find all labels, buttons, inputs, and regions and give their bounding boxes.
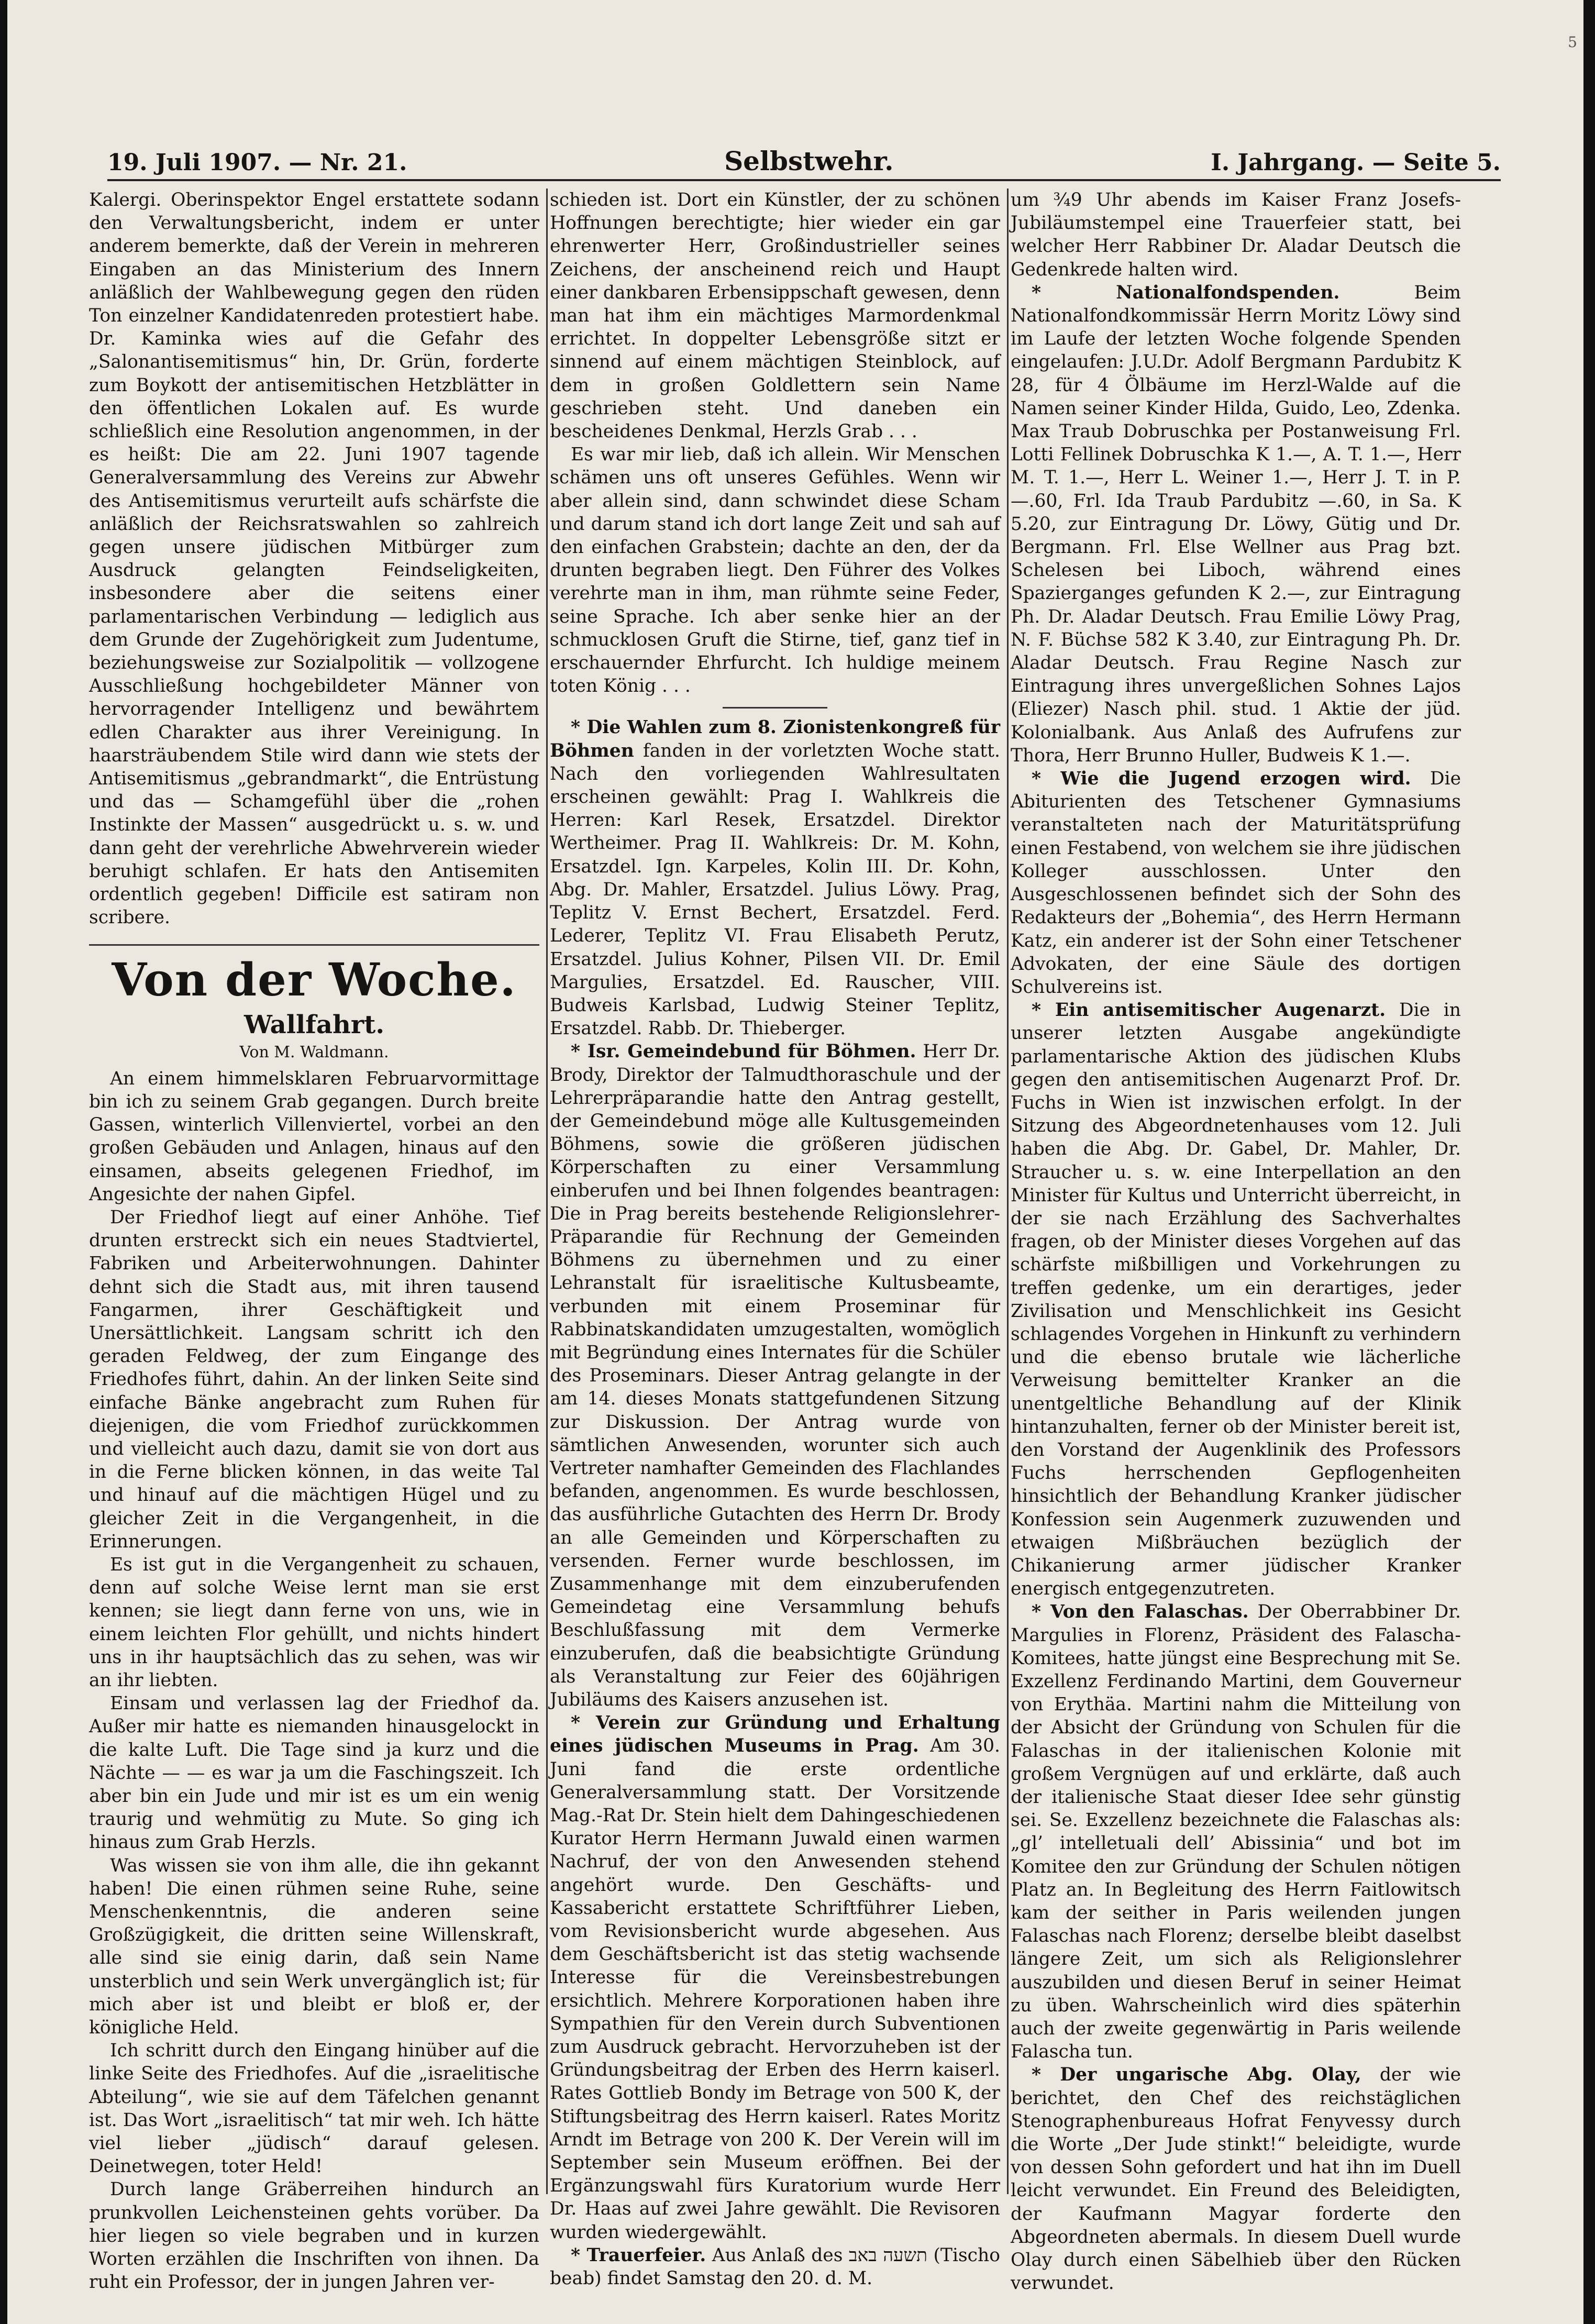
paragraph: Einsam und verlassen lag der Friedhof da. Außer mir hatte es niemanden hinausgelockt in die kalte Luft. Die Tage sind ja kurz und die Nächte — — es war ja um die Faschingszeit. Ich aber bin ein Jude und mir ist es um ein wenig traurig und wehmütig zu Mute. So ging ich hinaus zum Grab Herzls. — [89, 1693, 539, 1853]
column-2 — [550, 189, 1001, 2289]
news-text: Der Oberrabbiner Dr. Margulies in Florenz, Präsident des Falascha-Komitees, hatte jüngst eine Besprechung mit Se. Exzellenz Ferdinando Martini, dem Gouverneur von Erythäa. Martini nahm die Mitteilung von der Absicht der Gründung von Schulen für die Falaschas in der italienischen Kolonie mit großem Vergnügen auf und erklärte, daß auch der italienische Staat dieser Idee sehr günstig sei. Se. Exzellenz bezeichnete die Falaschas als: „gl’ intelletuali dell’ Abissinia“ und bot im Komitee den zur Gründung der Schulen nötigen Platz an. In Begleitung des Herrn Faitlowitsch kam der seither in Paris weilenden jungen Falaschas nach Florenz; derselbe bleibt daselbst längere Zeit, um sich als Religionslehrer auszubilden und diesen Beruf in seiner Heimat zu üben. Wahrscheinlich wird dies späterhin auch der zweite gegenwärtig in Paris weilende Falascha tun. — [1011, 1601, 1461, 2063]
paragraph: An einem himmelsklaren Februarvormittage bin ich zu seinem Grab gegangen. Durch breite Gassen, winterlich Villenviertel, vorbei an den großen Gebäuden und Anlagen, hinaus auf den einsamen, abseits gelegenen Friedhof, im Angesichte der nahen Gipfel. — [89, 1068, 539, 1205]
paragraph: Was wissen sie von ihm alle, die ihn gekannt haben! Die einen rühmen seine Ruhe, seine Menschenkenntnis, die anderen seine Großzügigkeit, die dritten seine Willenskraft, alle sind sie einig darin, daß sein Name unsterblich und sein Werk unvergänglich ist; für mich aber ist und bleibt er bloß er, der königliche Held. — [89, 1855, 539, 2039]
column-3 — [1011, 189, 1461, 2294]
paragraph: Es ist gut in die Vergangenheit zu schauen, denn auf solche Weise lernt man sie erst kennen; sie liegt dann ferne von uns, wie in einem leichten Flor gehüllt, und nichts hindert uns in ihr hauptsächlich das zu sehen, was wir an ihr liebten. — [89, 1554, 539, 1691]
news-text: Am 30. Juni fand die erste ordentliche Generalversammlung statt. Der Vorsitzende Mag.-Rat Dr. Stein hielt dem Dahingeschiedenen Kurator Herrn Hermann Juwald einen warmen Nachruf, der von den Anwesenden stehend angehört wurde. Den Geschäfts- und Kassabericht erstattete Schriftführer Lieben, vom Revisionsbericht wurde abgesehen. Aus dem Geschäftsbericht ist das stetig wachsende Interesse für die Vereinsbestrebungen ersichtlich. Mehrere Korporationen haben ihre Sympathien für den Verein durch Subventionen zum Ausdruck gebracht. Hervorzuheben ist der Gründungsbeitrag der Erben des Herrn kaiserl. Rates Gottlieb Bondy im Betrage von 500 K, der Stiftungsbeitrag des Herrn kaiserl. Rates Moritz Arndt im Betrage von 200 K. Der Verein will im September sein Museum eröffnen. Bei der Ergänzungswahl fürs Kuratorium wurde Herr Dr. Haas auf zwei Jahre gewählt. Die Revisoren wurden wiedergewählt. — [550, 1735, 1001, 2243]
paragraph: Der Friedhof liegt auf einer Anhöhe. Tief drunten erstreckt sich ein neues Stadtviertel, Fabriken und Arbeiterwohnungen. Dahinter dehnt sich die Stadt aus, mit ihren tausend Fangarmen, ihrer Geschäftigkeit und Unersättlichkeit. Langsam schritt ich den geraden Feldweg, der zum Eingange des Friedhofes führt, dahin. An der linken Seite sind einfache Bänke angebracht zum Ruhen für diejenigen, die vom Friedhof zurückkommen und vielleicht auch dazu, damit sie von dort aus in die Ferne blicken können, in das weite Tal und hinauf auf die mächtigen Hügel und zu gleicher Zeit in die Vergangenheit, in die Erinnerungen. — [89, 1207, 539, 1552]
paragraph: schieden ist. Dort ein Künstler, der zu schönen Hoffnungen berechtigte; hier wieder ein gar ehrenwerter Herr, Großindustrieller seines Zeichens, der anscheinend reich und Haupt einer dankbaren Erbensippschaft gewesen, denn man hat ihm ein mächtiges Marmordenkmal errichtet. In doppelter Lebensgröße sitzt er sinnend auf einem mächtigen Steinblock, auf dem in großen Goldlettern sein Name geschrieben steht. Und daneben ein bescheidenes Denkmal, Herzls Grab . . . — [550, 190, 1000, 442]
paragraph: Durch lange Gräberreihen hindurch an prunkvollen Leichensteinen gehts vorüber. Da hier liegen so viele begraben und in kurzen Worten erzählen die Inschriften von ihnen. Da ruht ein Professor, der in jungen Jahren ver- — [89, 2179, 539, 2293]
news-item — [550, 2244, 1000, 2290]
article-columns — [89, 189, 1471, 2294]
news-item — [550, 716, 1000, 1040]
paragraph: Kalergi. Oberinspektor Engel erstattete sodann den Verwaltungsbericht, indem er unter anderem bemerkte, daß der Verein in mehreren Eingaben an das Ministerium des Innern anläßlich der Wahlbewegung gegen den rüden Ton einzelner Kandidatenreden protestiert habe. Dr. Kaminka wies auf die Gefahr des „Salonantisemitismus“ hin, Dr. Grün, forderte zum Boykott der antisemitischen Hetzblätter in den öffentlichen Lokalen auf. Es wurde schließlich eine Resolution angenommen, in der es heißt: Die am 22. Juni 1907 tagende Generalversammlung des Vereins zur Abwehr des Antisemitismus verurteilt aufs schärfste die anläßlich der Reichsratswahlen so zahlreich gegen unsere jüdischen Mitbürger zum Ausdruck gelangten Feindseligkeiten, insbesondere aber die seitens einer parlamentarischen Verbindung — lediglich aus dem Grunde der Zugehörigkeit zum Judentume, beziehungsweise zur Sozialpolitik — vollzogene Ausschließung hochgebildeter Männer von hervorragender Intelligenz und bewährtem edlen Charakter aus ihrer Vereinigung. In haarsträubendem Stile wird dann wie stets der Antisemitismus „gebrandmarkt“, die Entrüstung und das — Schamgefühl über die „rohen Instinkte der Massen“ ausgedrückt u. s. w. und dann geht der verehrliche Abwehrverein wieder beruhigt schlafen. Er hats den Antisemiten ordentlich gegeben! Difficile est satiram non scribere. — [89, 190, 539, 928]
news-item — [1011, 999, 1461, 1600]
news-item — [1011, 2063, 1461, 2295]
news-item — [550, 1040, 1000, 1711]
paragraph: um ¾9 Uhr abends im Kaiser Franz Josefs-Jubiläumstempel eine Trauerfeier statt, bei welcher Herr Rabbiner Dr. Aladar Deutsch die Gedenkrede halten wird. — [1011, 190, 1461, 280]
header-rule — [107, 179, 1501, 181]
news-heading: * Trauerfeier. — [571, 2244, 706, 2266]
news-heading: * Wie die Jugend erzogen wird. — [1032, 768, 1411, 790]
news-item — [1011, 767, 1461, 999]
news-text: Die in unserer letzten Ausgabe angekündigte parlamentarische Aktion des jüdischen Klubs gegen den antisemitischen Augenarzt Prof. Dr. Fuchs in Wien ist inzwischen erfolgt. In der Sitzung des Abgeordnetenhauses vom 12. Juli haben die Abg. Dr. Gabel, Dr. Mahler, Dr. Straucher u. s. w. eine Interpellation an den Minister für Kultus und Unterricht überreicht, in der sie nach Erzählung des Sachverhaltes fragen, ob der Minister dieses Vorgehen auf das schärfste mißbilligen und Vorkehrungen zu treffen gedenke, um ein derartiges, jeder Zivilisation und Menschlichkeit ins Gesicht schlagendes Vorgehen in Hinkunft zu verhindern und die ebenso brutale wie lächerliche Verweisung bemittelter Kranker an die unentgeltliche Behandlung auf der Klinik hintanzuhalten, ferner ob der Minister bereit ist, den Vorstand der Augenklinik des Professors Fuchs herrschenden Gepflogenheiten hinsichtlich der Behandlung Kranker jüdischer Konfession sein Augenmerk zuzuwenden und etwaigen Mißbräuchen bezüglich der Chikanierung armer jüdischer Kranker energisch entgegenzutreten. — [1011, 1000, 1461, 1600]
article-divider — [723, 707, 827, 709]
news-heading: * Ein antisemitischer Augenarzt. — [1032, 1000, 1386, 1021]
news-text: der wie berichtet, den Chef des reichstäglichen Stenographenbureaus Hofrat Fenyvessy durch die Worte „Der Jude stinkt!“ beleidigte, wurde von dessen Sohn gefordert und hat ihn im Duell leicht verwundet. Ein Freund des Beleidigten, der Kaufmann Magyar forderte den Abgeordneten abermals. In diesem Duell wurde Olay durch einen Säbelhieb über den Rücken verwundet. — [1011, 2064, 1461, 2294]
corner-mark: 5 — [1568, 34, 1577, 51]
news-text: Die Abiturienten des Tetschener Gymnasiums veranstalteten nach der Maturitätsprüfung einen Festabend, von welchem sie ihre jüdischen Kolleger ausschlossen. Unter den Ausgeschlossenen befindet sich der Sohn des Redakteurs der „Bohemia“, des Herrn Hermann Katz, ein anderer ist der Sohn einer Tetschener Advokaten, der eine Säule des dortigen Schulvereins ist. — [1011, 768, 1461, 998]
news-text: Herr Dr. Brody, Direktor der Talmudthoraschule und der Lehrerpräparandie hatte den Antrag gestellt, der Gemeindebund möge alle Kultusgemeinden Böhmens, sowie die größeren jüdischen Körperschaften zu einer Versammlung einberufen und bei Ihnen folgendes beantragen: Die in Prag bereits bestehende Religionslehrer-Präparandie für Rechnung der Gemeinden Böhmens zu übernehmen und zu einer Lehranstalt für israelitische Kultusbeamte, verbunden mit einem Proseminar für Rabbinatskandidaten umzugestalten, womöglich mit Begründung eines Internates für die Schüler des Proseminars. Dieser Antrag gelangte in der am 14. dieses Monats stattgefundenen Sitzung zur Diskussion. Der Antrag wurde von sämtlichen Anwesenden, worunter sich auch Vertreter namhafter Gemeinden des Flachlandes befanden, angenommen. Es wurde beschlossen, das ausführliche Gutachten des Herrn Dr. Brody an alle Gemeinden und Körperschaften zu versenden. Ferner wurde beschlossen, im Zusammenhange mit dem einzuberufenden Gemeindetag eine Versammlung behufs Beschlußfassung mit dem Vermerke einzuberufen, daß die beabsichtigte Gründung als Veranstaltung zur Feier des 60jährigen Jubiläums des Kaisers anzusehen ist. — [550, 1041, 1000, 1710]
column-1 — [89, 189, 539, 2293]
paragraph: Es war mir lieb, daß ich allein. Wir Menschen schämen uns oft unseres Gefühles. Wenn wir aber allein sind, dann schwindet diese Scham und darum stand ich dort lange Zeit und sah auf den einfachen Grabstein; dachte an den, der da drunten begraben liegt. Den Führer des Volkes verehrte man in ihm, man rühmte seine Feder, seine Sprache. Ich aber senke hier an der schmucklosen Gruft die Stirne, tief, ganz tief in erschauernder Ehrfurcht. Ich huldige meinem toten König . . . — [550, 444, 1000, 697]
news-text: fanden in der vorletzten Woche statt. Nach den vorliegenden Wahlresultaten erscheinen gewählt: Prag I. Wahlkreis die Herren: Karl Resek, Ersatzdel. Direktor Wertheimer. Prag II. Wahlkreis: Dr. M. Kohn, Ersatzdel. Ign. Karpeles, Kolin III. Dr. Kohn, Abg. Dr. Mahler, Ersatzdel. Julius Löwy. Prag, Teplitz V. Ernst Bechert, Ersatzdel. Ferd. Lederer, Teplitz VI. Frau Elisabeth Perutz, Ersatzdel. Julius Kohner, Pilsen VII. Dr. Emil Margulies, Ersatzdel. Ed. Rauscher, VIII. Budweis Karlsbad, Ludwig Steiner Teplitz, Ersatzdel. Rabb. Dr. Thieberger. — [550, 740, 1000, 1039]
masthead-title: Selbstwehr. — [724, 146, 894, 176]
news-item — [1011, 281, 1461, 767]
section-title: Von der Woche. — [112, 953, 517, 1006]
news-heading: * Nationalfondspenden. — [1032, 282, 1340, 303]
news-heading: * Von den Falaschas. — [1032, 1601, 1249, 1623]
news-heading: * Verein zur Gründung und Erhaltung eines jüdischen Museums in Prag. — [550, 1712, 1000, 1757]
paragraph: Ich schritt durch den Eingang hinüber auf die linke Seite des Friedhofes. Auf die „israelitische Abteilung“, wie sie auf dem Täfelchen genannt ist. Das Wort „israelitisch“ tat mir weh. Ich hätte viel lieber „jüdisch“ darauf gelesen. Deinetwegen, toter Held! — [89, 2040, 539, 2177]
news-text: Beim Nationalfondkommissär Herrn Moritz Löwy sind im Laufe der letzten Woche folgende Spenden eingelaufen: J.U.Dr. Adolf Bergmann Pardubitz K 28, für 4 Ölbäume im Herzl-Walde auf die Namen seiner Kinder Hilda, Guido, Leo, Zdenka. Max Traub Dobruschka per Postanweisung Frl. Lotti Fellinek Dobruschka K 1.—, A. T. 1.—, Herr M. T. 1.—, Herr L. Weiner 1.—, Herr J. T. in P. —.60, Frl. Ida Traub Pardubitz —.60, in Sa. K 5.20, zur Eintragung Dr. Löwy, Gütig und Dr. Bergmann. Frl. Else Wellner aus Prag bzt. Schelesen bei Liboch, während eines Spazierganges gefunden K 2.—, zur Eintragung Ph. Dr. Aladar Deutsch. Frau Emilie Löwy Prag, N. F. Büchse 582 K 3.40, zur Eintragung Ph. Dr. Aladar Deutsch. Frau Regine Nasch zur Eintragung ihres unvergeßlichen Sohnes Lajos (Eliezer) Nasch phil. stud. 1 Aktie der jüd. Kolonialbank. Aus Anlaß des Aufrufens zur Thora, Herr Brunno Huller, Budweis K 1.—. — [1011, 282, 1461, 766]
header-volume-page: I. Jahrgang. — Seite 5. — [1211, 149, 1501, 176]
header-date-issue: 19. Juli 1907. — Nr. 21. — [107, 149, 407, 176]
article-title: Wallfahrt. — [243, 1010, 385, 1039]
news-heading: * Isr. Gemeindebund für Böhmen. — [571, 1041, 916, 1063]
article-byline: Von M. Waldmann. — [239, 1043, 389, 1061]
section-divider — [89, 944, 539, 946]
news-item — [1011, 1600, 1461, 2063]
page-header — [107, 146, 1501, 177]
news-text: Aus Anlaß des תשעה באב (Tischo beab) findet Samstag den 20. d. M. — [550, 2244, 1000, 2289]
news-item — [550, 1711, 1000, 2244]
news-heading: * Der ungarische Abg. Olay, — [1032, 2064, 1361, 2086]
news-heading: * Die Wahlen zum 8. Zionistenkongreß für Böhmen — [550, 717, 1000, 761]
